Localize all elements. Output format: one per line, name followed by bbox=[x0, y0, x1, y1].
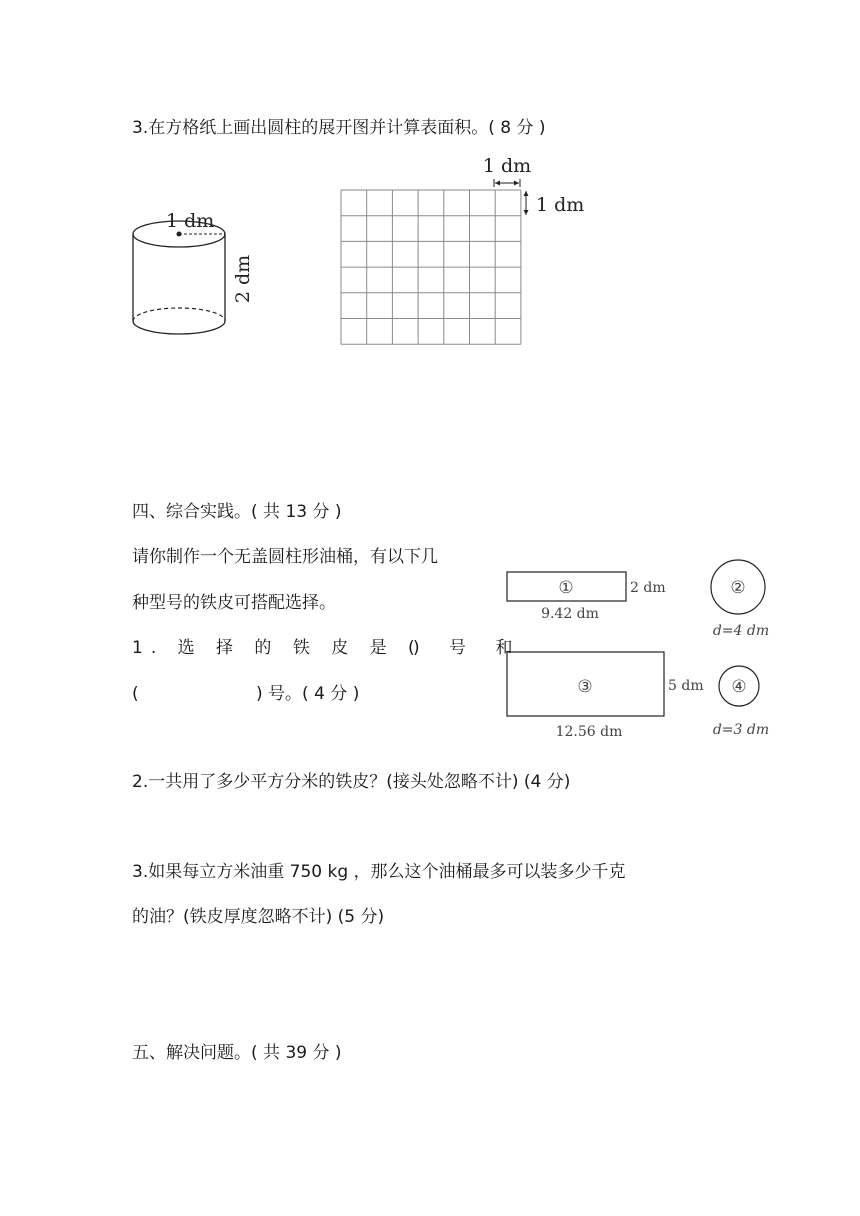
sheet3-number: ③ bbox=[577, 677, 593, 697]
sheet3-width-label: 12.56 dm bbox=[555, 724, 623, 740]
cell-width-label: 1 dm bbox=[482, 155, 532, 177]
sheet1-number: ① bbox=[558, 578, 574, 598]
q1-text-part3: ( bbox=[132, 684, 139, 704]
cylinder-bottom-front bbox=[133, 321, 225, 334]
section4-intro-line1: 请你制作一个无盖圆柱形油桶，有以下几 bbox=[132, 547, 438, 567]
sheet2-diameter-label: d=4 dm bbox=[712, 623, 770, 639]
q1-text-part2: ) 号 和 bbox=[413, 638, 525, 658]
cell-width-arrowhead-left bbox=[495, 181, 500, 186]
cell-height-label: 1 dm bbox=[536, 194, 585, 216]
sheet1-height-label: 2 dm bbox=[630, 580, 666, 596]
cylinder-radius-label: 1 dm bbox=[166, 210, 215, 232]
q2-text: 2.一共用了多少平方分米的铁皮？(接头处忽略不计) (4 分) bbox=[132, 772, 571, 792]
sheet1-width-label: 9.42 dm bbox=[541, 606, 599, 622]
section4-heading: 四、综合实践。( 共 13 分 ) bbox=[132, 502, 342, 522]
sheet3-height-label: 5 dm bbox=[668, 678, 704, 694]
section5-heading: 五、解决问题。( 共 39 分 ) bbox=[132, 1043, 342, 1063]
cylinder-center-dot bbox=[177, 232, 182, 237]
sheet2-number: ② bbox=[730, 578, 746, 598]
sheets-diagram bbox=[500, 555, 790, 745]
q3-title: 3.在方格纸上画出圆柱的展开图并计算表面积。( 8 分 ) bbox=[132, 118, 546, 138]
q1-text-part1: 1. 选 择 的 铁 皮 是 ( bbox=[132, 638, 423, 658]
sheet4-diameter-label: d=3 dm bbox=[712, 722, 770, 738]
q1-text-part4: ) 号。( 4 分 ) bbox=[256, 684, 360, 704]
sheet4-number: ④ bbox=[731, 677, 747, 697]
cell-height-arrowhead-top bbox=[524, 191, 529, 196]
cell-width-arrowhead-right bbox=[514, 181, 519, 186]
q3-text-line1: 3.如果每立方米油重 750 kg ，那么这个油桶最多可以装多少千克 bbox=[132, 862, 626, 882]
cell-height-arrowhead-bottom bbox=[524, 210, 529, 215]
section4-intro-line2: 种型号的铁皮可搭配选择。 bbox=[132, 593, 336, 613]
grid-paper bbox=[330, 150, 610, 355]
cylinder-height-label: 2 dm bbox=[232, 254, 254, 304]
grid-lines bbox=[341, 190, 521, 344]
q3-text-line2: 的油？(铁皮厚度忽略不计) (5 分) bbox=[132, 907, 385, 927]
cylinder-figure bbox=[120, 200, 270, 350]
cylinder-bottom-back bbox=[133, 308, 225, 321]
